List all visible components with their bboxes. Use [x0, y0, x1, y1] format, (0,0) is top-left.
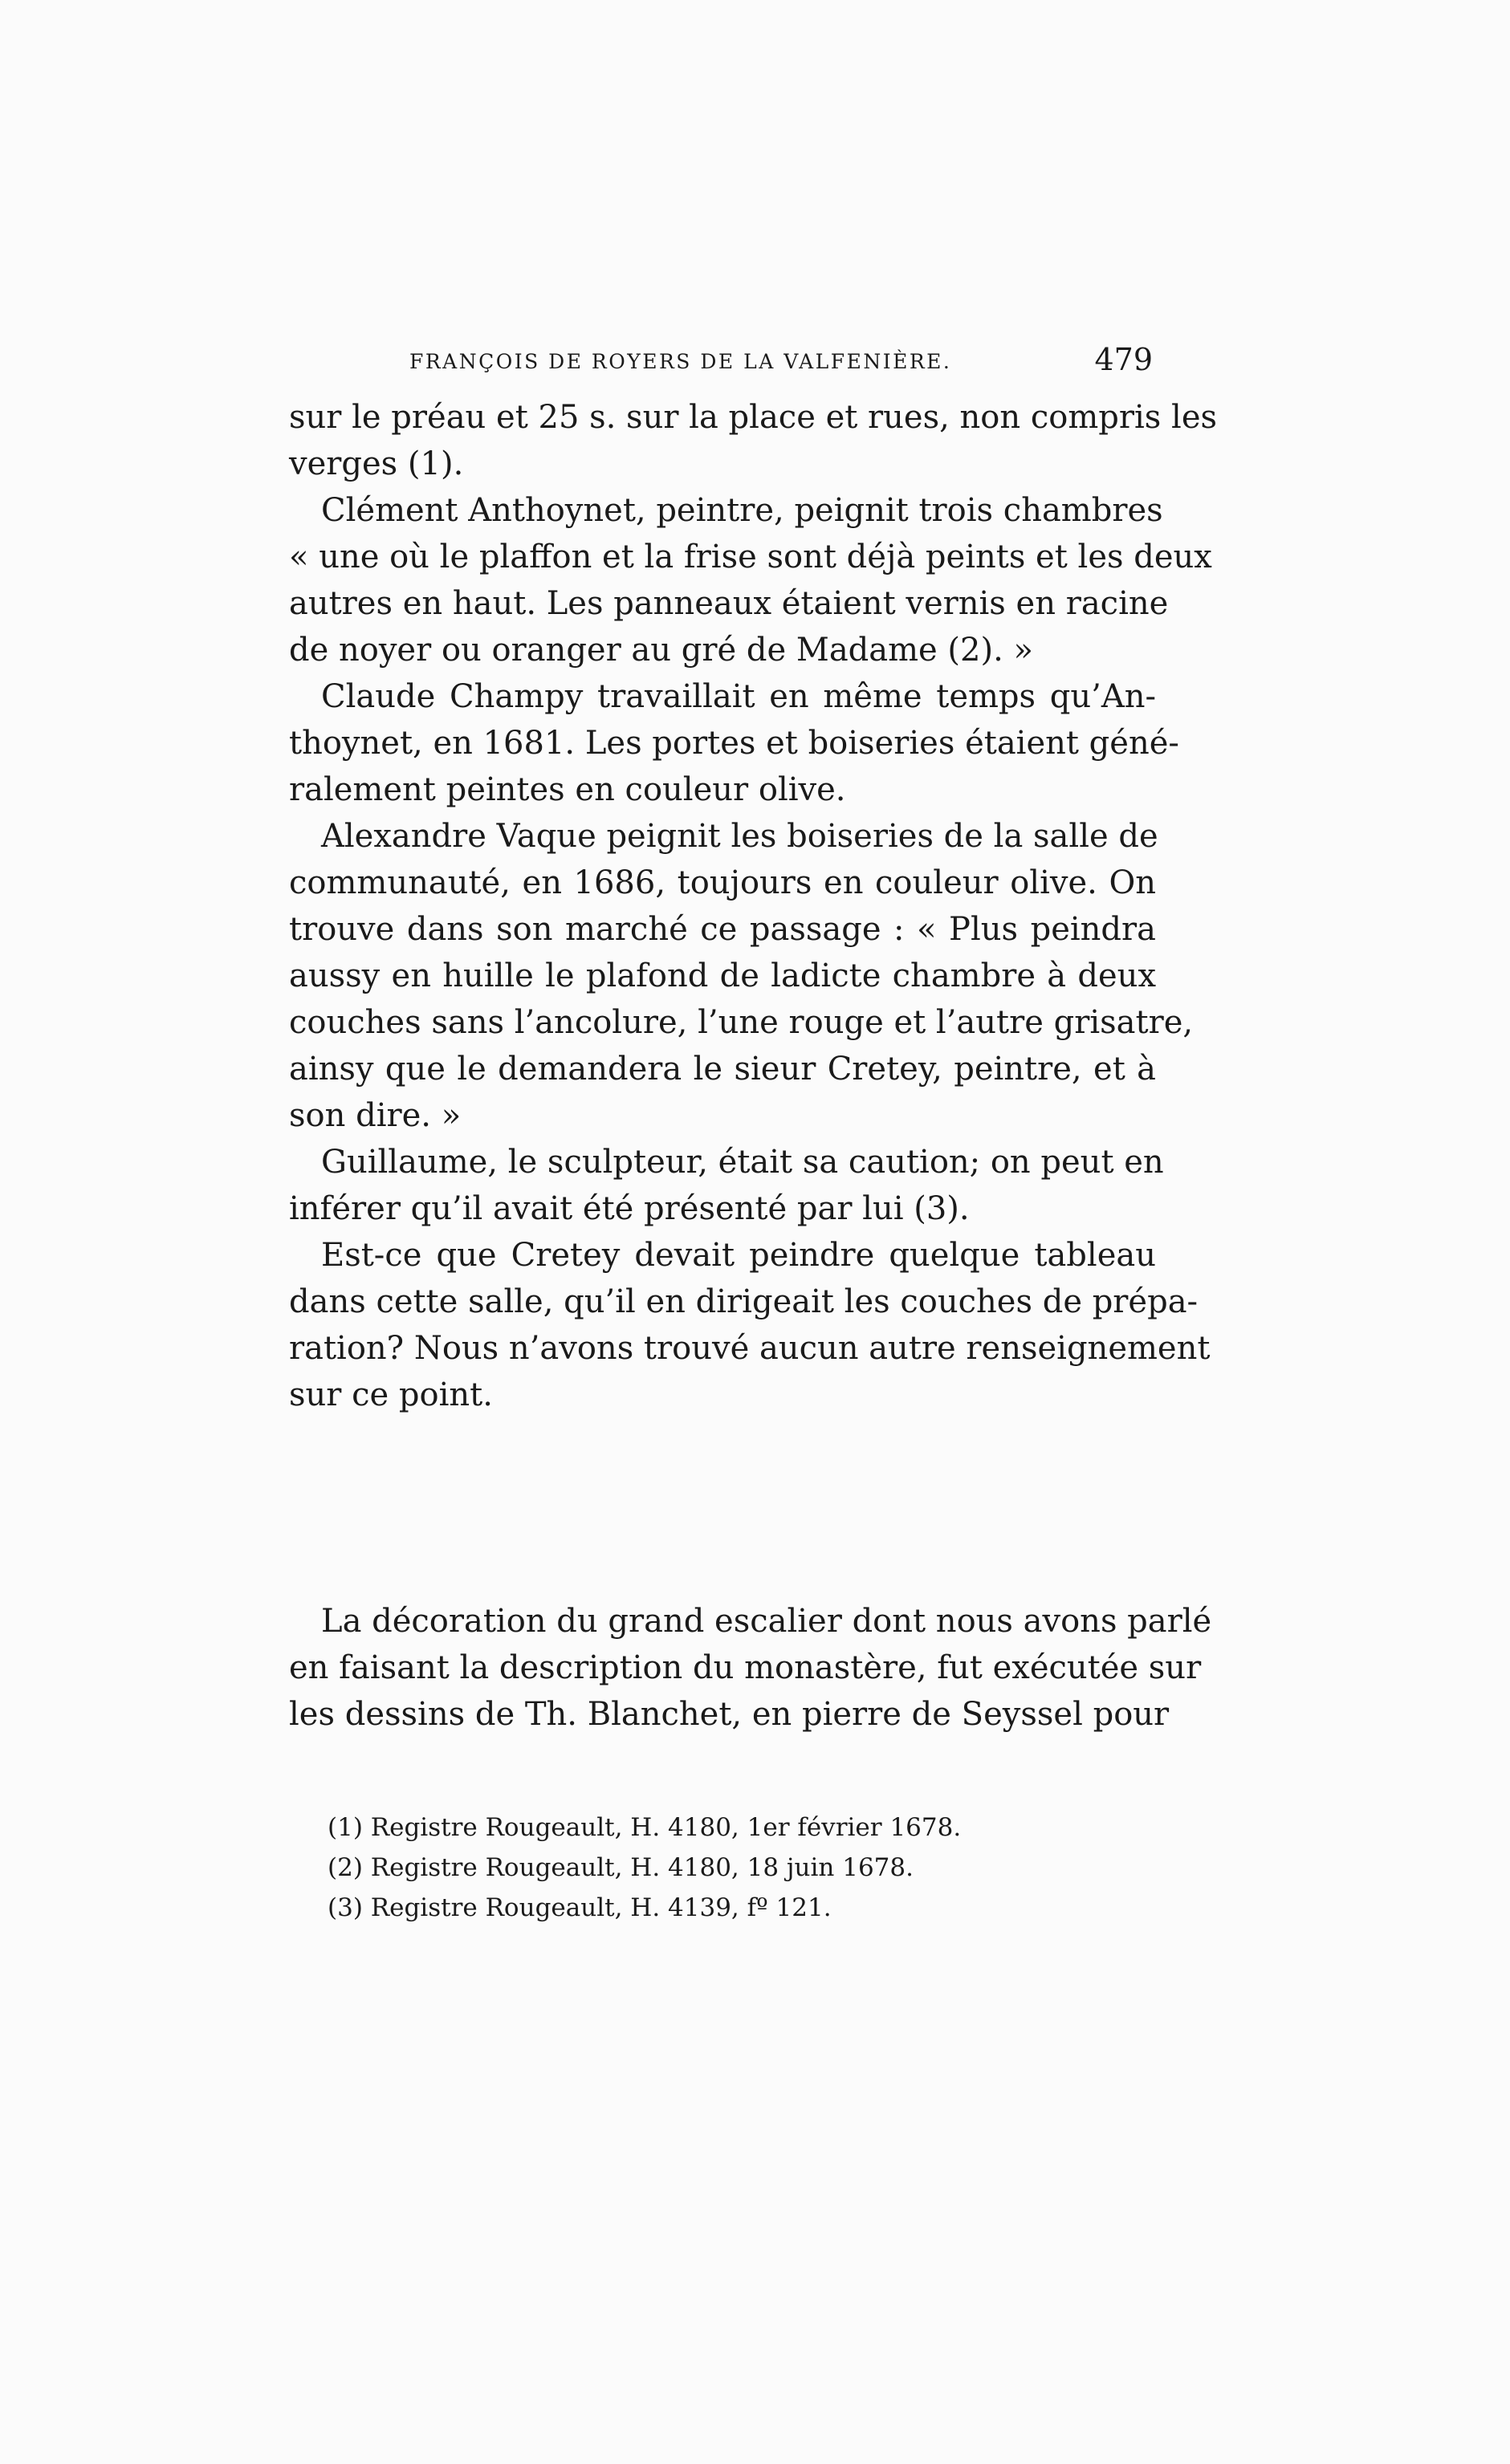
page-number: 479: [1094, 342, 1153, 377]
text-line: verges (1).: [289, 445, 464, 482]
text-line: son dire. »: [289, 1097, 462, 1134]
text-line: couches sans l’ancolure, l’une rouge et l’autre grisatre,: [289, 1004, 1194, 1041]
text-line: Guillaume, le sculpteur, était sa caution; on peut en: [321, 1144, 1164, 1181]
footnote: (1) Registre Rougeault, H. 4180, 1er février 1678.: [328, 1813, 962, 1842]
running-title: FRANÇOIS DE ROYERS DE LA VALFENIÈRE.: [409, 350, 952, 373]
text-line: les dessins de Th. Blanchet, en pierre de Seyssel pour: [289, 1696, 1170, 1733]
text-line: « une où le plaffon et la frise sont déjà peints et les deux: [289, 539, 1212, 575]
page-header: [289, 342, 1156, 384]
text-line: Clément Anthoynet, peintre, peignit trois chambres: [321, 492, 1163, 529]
text-line: La décoration du grand escalier dont nous avons parlé: [321, 1603, 1212, 1640]
text-line: trouve dans son marché ce passage : « Plus peindra: [289, 911, 1156, 948]
text-line: communauté, en 1686, toujours en couleur olive. On: [289, 864, 1156, 901]
text-line: thoynet, en 1681. Les portes et boiseries étaient géné-: [289, 725, 1179, 762]
text-line: Alexandre Vaque peignit les boiseries de la salle de: [321, 818, 1158, 855]
footnote: (3) Registre Rougeault, H. 4139, fº 121.: [328, 1893, 832, 1922]
text-line: de noyer ou oranger au gré de Madame (2). »: [289, 632, 1033, 669]
text-line: inférer qu’il avait été présenté par lui (3).: [289, 1190, 970, 1227]
text-line: Est-ce que Cretey devait peindre quelque tableau: [321, 1237, 1156, 1274]
text-line: autres en haut. Les panneaux étaient vernis en racine: [289, 585, 1169, 622]
text-line: dans cette salle, qu’il en dirigeait les couches de prépa-: [289, 1283, 1199, 1320]
text-line: aussy en huille le plafond de ladicte chambre à deux: [289, 958, 1156, 994]
text-line: Claude Champy travaillait en même temps qu’An-: [321, 678, 1156, 715]
text-line: ralement peintes en couleur olive.: [289, 771, 846, 808]
footnote: (2) Registre Rougeault, H. 4180, 18 juin 1678.: [328, 1853, 914, 1882]
text-line: sur ce point.: [289, 1376, 493, 1413]
text-line: ration? Nous n’avons trouvé aucun autre renseignement: [289, 1330, 1211, 1367]
text-line: ainsy que le demandera le sieur Cretey, peintre, et à: [289, 1051, 1156, 1088]
text-line: en faisant la description du monastère, fut exécutée sur: [289, 1649, 1202, 1686]
text-line: sur le préau et 25 s. sur la place et rues, non compris les: [289, 399, 1218, 436]
